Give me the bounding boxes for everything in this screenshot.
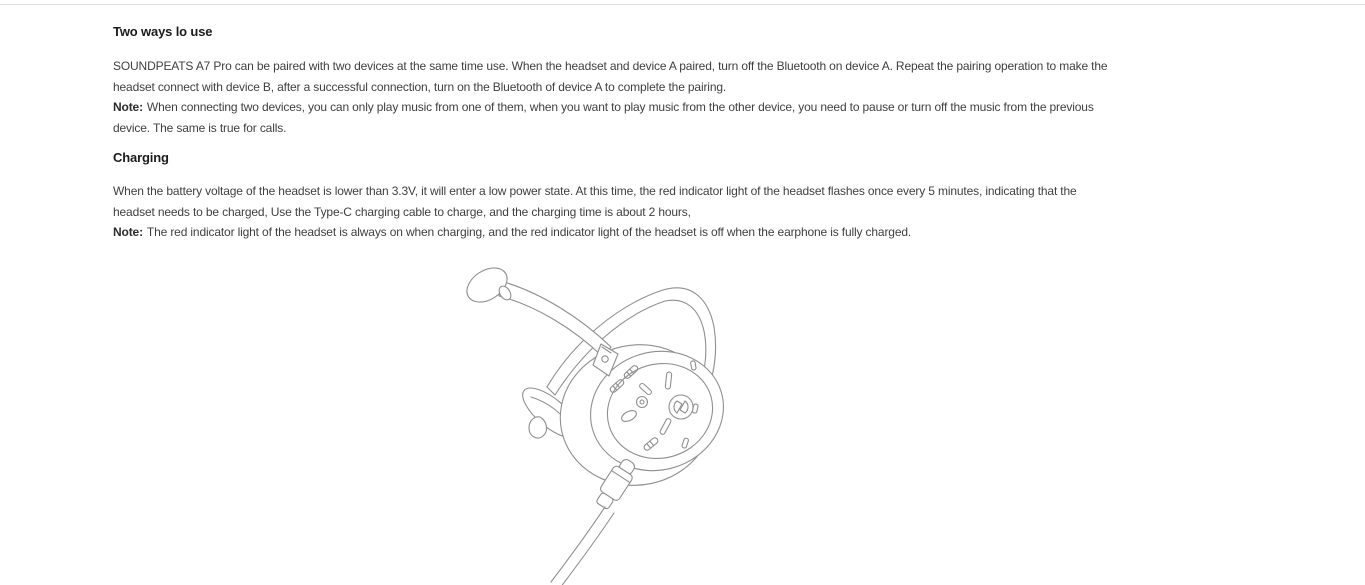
note-line: device. The same is true for calls.	[113, 120, 287, 135]
note-line	[113, 97, 1107, 118]
section-heading-charging: Charging	[113, 150, 169, 165]
pairing-paragraph	[113, 56, 1107, 138]
note-line	[113, 222, 1107, 243]
charging-paragraph	[113, 181, 1107, 243]
charging-cable	[551, 507, 614, 585]
paragraph-line: headset needs to be charged, Use the Type-C charging cable to charge, and the charging time is about 2 hours,	[113, 204, 691, 219]
paragraph-line: headset connect with device B, after a successful connection, turn on the Bluetooth of device A to complete the pairing.	[113, 79, 727, 94]
section-heading-two-ways-to-use: Two ways lo use	[113, 24, 213, 39]
soundpeats-logo	[669, 395, 693, 419]
multifunction-button	[637, 397, 648, 408]
paragraph-line: When the battery voltage of the headset is lower than 3.3V, it will enter a low power state. At this time, the red indicator light of the headset flashes once every 5 minutes, indicating that the	[113, 184, 1077, 198]
paragraph-line: SOUNDPEATS A7 Pro can be paired with two devices at the same time use. When the headset and device A paired, turn off the Bluetooth on device A. Repeat the pairing operation to make the	[113, 59, 1108, 73]
note-text: When connecting two devices, you can only play music from one of them, when you want to play music from the other device, you need to pause or turn off the music from the previous	[146, 100, 1094, 114]
note-label: Note:	[113, 225, 143, 239]
note-text: The red indicator light of the headset is always on when charging, and the red indicator light of the headset is off when the earphone is fully charged.	[146, 225, 912, 239]
note-label: Note:	[113, 100, 143, 114]
document-content	[113, 25, 1107, 243]
page-top-border	[0, 4, 1365, 5]
mic-foam-tip	[461, 261, 514, 309]
headset-illustration	[455, 255, 755, 585]
